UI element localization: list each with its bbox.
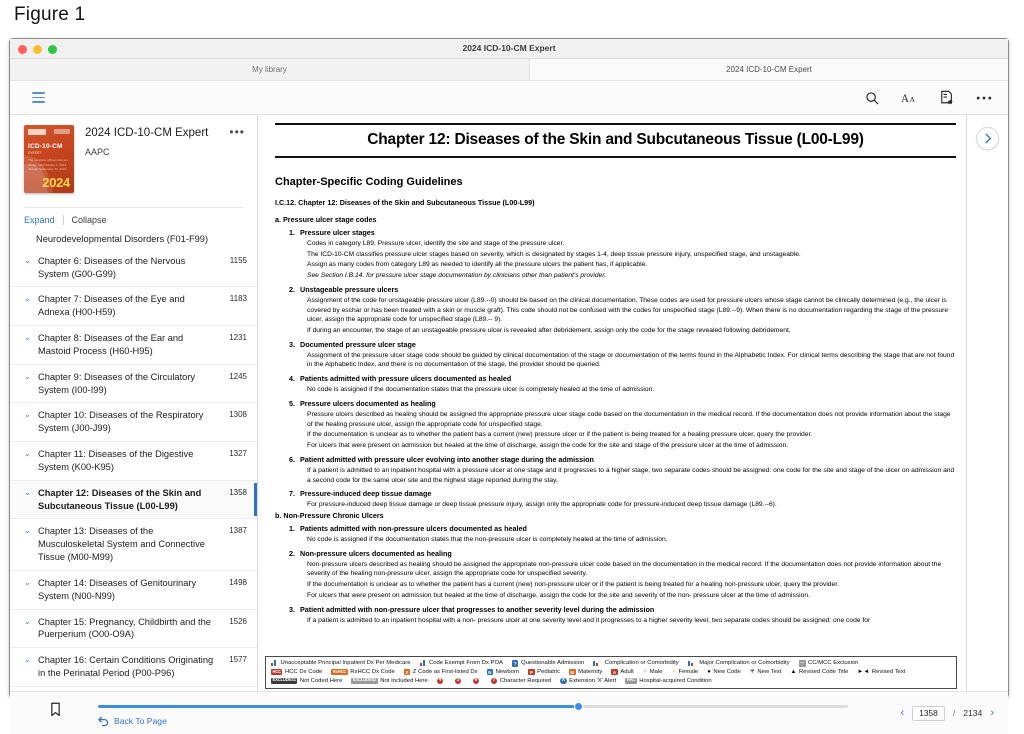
guideline-number: 2. xyxy=(289,284,295,294)
character-required-4-icon: 4 xyxy=(438,677,442,684)
main-content xyxy=(10,115,1008,691)
chevron-down-icon[interactable]: ⌄ xyxy=(24,333,31,343)
document-page xyxy=(275,123,956,626)
guideline-paragraph: No code is assigned if the documentation states that the pressure ulcer is completely healed at the time of admission. xyxy=(307,386,655,394)
toc-item-label: Chapter 10: Diseases of the Respiratory System (J00-J99) xyxy=(38,410,204,434)
legend-entry-label: New Text xyxy=(757,668,782,675)
guideline-section-heading: b. Non-Pressure Chronic Ulcers xyxy=(275,510,384,520)
excludes2-icon: EXCLUDES2 xyxy=(352,677,377,683)
character-required-5-icon: 5 xyxy=(456,677,460,684)
tab-icd-expert[interactable]: 2024 ICD-10-CM Expert xyxy=(530,59,1008,80)
guideline-paragraph: If the documentation is unclear as to whether the patient has a current (new) non-pressure ulcer or if the patient is being treated for a healing non-pressure ulcer, query the provider. xyxy=(307,581,839,589)
legend-entry xyxy=(271,660,411,666)
legend-entry xyxy=(593,660,679,666)
guideline-paragraph: Assign as many codes from category L89 as needed to identify all the pressure ulcers the patient has, if applicable. xyxy=(307,261,648,269)
toc-item-page: 1358 xyxy=(229,487,247,497)
adult-icon: A xyxy=(612,669,617,675)
section-reference: I.C.12. Chapter 12: Diseases of the Skin and Subcutaneous Tissue (L00-L99) xyxy=(275,198,535,207)
guideline-number: 1. xyxy=(289,523,295,533)
book-author: AAPC xyxy=(85,147,110,158)
back-to-page-label: Back To Page xyxy=(114,716,167,726)
toc-item-label: Chapter 15: Pregnancy, Childbirth and the Puerperium (O00-O9A) xyxy=(38,616,211,640)
toc-item-page: 1231 xyxy=(229,333,247,343)
search-icon[interactable] xyxy=(865,91,879,105)
legend-entry xyxy=(672,669,699,675)
guideline-item-heading: 7. Pressure-induced deep tissue damage xyxy=(289,489,432,499)
legend-entry xyxy=(331,669,394,676)
toc-item[interactable] xyxy=(10,481,257,520)
toc-item[interactable] xyxy=(10,287,257,326)
chevron-down-icon[interactable]: ⌄ xyxy=(24,371,31,381)
guideline-number: 4. xyxy=(289,374,295,384)
legend-entry xyxy=(455,678,464,685)
maternity-icon: M xyxy=(570,669,575,675)
total-pages-label: 2134 xyxy=(963,708,983,718)
legend-entry-label: Adult xyxy=(620,668,634,675)
current-page-input[interactable]: 1358 xyxy=(912,706,945,721)
guideline-number: 6. xyxy=(289,454,295,464)
legend-entry xyxy=(569,669,602,676)
more-options-icon[interactable] xyxy=(976,95,992,101)
tab-my-library[interactable]: My library xyxy=(10,59,530,80)
legend-entry-label: Questionable Admission xyxy=(520,660,585,667)
toc-item-label: Chapter 12: Diseases of the Skin and Subcutaneous Tissue (L00-L99) xyxy=(38,487,202,511)
toc-item-label: Chapter 9: Diseases of the Circulatory System (I00-I99) xyxy=(38,371,196,395)
legend-entry-label: Newborn xyxy=(495,668,520,675)
guideline-item-heading: 1. Pressure ulcer stages xyxy=(289,228,375,237)
expand-all-button[interactable]: Expand xyxy=(24,215,55,225)
tab-strip xyxy=(10,59,1008,81)
legend-entry xyxy=(707,669,741,675)
male-icon: ♂ xyxy=(642,669,648,676)
legend-entry xyxy=(420,660,503,666)
guideline-item-heading: 4. Patients admitted with pressure ulcers documented as healed xyxy=(289,374,512,384)
chevron-down-icon[interactable]: ⌄ xyxy=(24,410,31,420)
book-header xyxy=(10,115,257,199)
toc-item[interactable] xyxy=(10,231,257,249)
control-separator xyxy=(63,215,64,225)
toc-item[interactable] xyxy=(10,326,257,365)
guideline-number: 7. xyxy=(289,489,295,499)
legend-entry-label: Male xyxy=(649,668,663,675)
legend-entry xyxy=(528,669,560,676)
figure-caption: Figure 1 xyxy=(14,4,86,25)
next-page-panel-button[interactable] xyxy=(976,127,999,150)
toc-controls xyxy=(10,208,257,231)
guideline-note: See Section I.B.14. for pressure ulcer stage documentation by clinicians other than patient's provider. xyxy=(307,272,607,280)
legend-entry xyxy=(271,669,322,676)
guideline-paragraph: Codes in category L89, Pressure ulcer, identify the site and stage of the pressure ulcer. xyxy=(307,240,565,247)
sidebar xyxy=(10,115,258,691)
toolbar-actions xyxy=(865,81,992,114)
legend-entry xyxy=(271,678,342,685)
guideline-number: 3. xyxy=(289,604,295,614)
guideline-paragraph: Non-pressure ulcers described as healing should be assigned the appropriate non-pressure ulcer code based on the documentation in the medical record. If the documentation does not provide information about the severity of the healing non-pressure ulcer, assign the appropriate code for unspecified severity. xyxy=(307,560,942,578)
legend-entry xyxy=(512,660,584,667)
toc-item[interactable] xyxy=(10,610,257,649)
rxhcc-icon: RxHCC xyxy=(332,668,347,674)
application-window xyxy=(9,38,1009,726)
title-bar xyxy=(10,39,1008,59)
legend-entry-label: Hospital-acquired Condition xyxy=(639,677,712,684)
toc-item[interactable] xyxy=(10,249,257,288)
guideline-paragraph: For ulcers that were present on admission but healed at the time of discharge, assign the code for the site and severity of the non- pressure ulcer at the time of admission. xyxy=(307,591,810,599)
legend-entry xyxy=(473,678,482,685)
revised-code-title-icon: ▲ xyxy=(790,669,797,676)
hamburger-menu-icon[interactable] xyxy=(32,92,45,103)
chapter-title: Chapter 12: Diseases of the Skin and Subcutaneous Tissue (L00-L99) xyxy=(367,131,864,148)
legend-entry-label: Revised Code Title xyxy=(798,668,849,675)
table-of-contents xyxy=(10,231,257,705)
toc-item[interactable] xyxy=(10,365,257,404)
symbol-legend-panel xyxy=(265,656,957,689)
guideline-item-heading: 6. Patient admitted with pressure ulcer evolving into another stage during the admission xyxy=(289,454,594,464)
guideline-section-heading: a. Pressure ulcer stage codes xyxy=(275,215,377,224)
legend-entry xyxy=(560,678,616,685)
window-title: 2024 ICD-10-CM Expert xyxy=(462,43,556,53)
question-mark-icon: ? xyxy=(513,660,517,666)
guideline-item-heading: 1. Patients admitted with non-pressure ulcers documented as healed xyxy=(289,523,527,533)
character-required-6-icon: 6 xyxy=(474,677,478,684)
guideline-paragraph: Assignment of the code for unstageable pressure ulcer (L89.--0) should be based on the clinical documentation. These codes are used for pressure ulcers whose stage cannot be clinically determined (e.g., the ulcer is covered by eschar or has been treated with a skin or muscle graft). This code should not be confused with the codes for unspecified stage (L89.--9). When there is no documentation regarding the stage of the pressure ulcer, assign the appropriate code for unspecified stage (L89.-- 9). xyxy=(307,296,949,324)
toc-item-page: 1526 xyxy=(229,616,247,626)
guideline-paragraph: No code is assigned if the documentation states that the non-pressure ulcer is completely healed at the time of admission. xyxy=(307,535,668,543)
section-title: Chapter-Specific Coding Guidelines xyxy=(275,176,463,188)
legend-entry-label: Pediatric xyxy=(537,668,561,675)
toc-item-page: 1577 xyxy=(229,655,247,665)
pediatric-icon: P xyxy=(529,669,533,675)
bar-chart-icon xyxy=(271,660,278,666)
guideline-number: 1. xyxy=(289,228,295,237)
chevron-down-icon[interactable]: ⌄ xyxy=(24,294,31,304)
chevron-down-icon[interactable]: ⌄ xyxy=(24,526,31,536)
reading-progress-slider[interactable] xyxy=(98,705,848,708)
right-rail xyxy=(966,115,1008,691)
legend-row xyxy=(271,660,952,667)
guideline-number: 2. xyxy=(289,548,295,558)
legend-entry-label: Not Coded Here xyxy=(299,677,343,684)
extension-x-alert-icon: X xyxy=(561,677,566,684)
guideline-paragraph: If a patient is admitted to an inpatient hospital with a non- pressure ulcer at one severity level and it progresses to a higher severity level, two separate codes should be assigned: one code for xyxy=(307,616,871,624)
guideline-item-heading: 2. Unstageable pressure ulcers xyxy=(289,284,399,294)
legend-entry-label: Extension 'X' Alert xyxy=(569,677,617,684)
chevron-down-icon[interactable]: ⌄ xyxy=(24,577,31,587)
legend-entry xyxy=(688,660,790,666)
female-icon: ♀ xyxy=(671,669,677,676)
toc-item-page: 1245 xyxy=(229,371,247,381)
document-body xyxy=(275,215,956,625)
guideline-paragraph: Pressure ulcers described as healing should be assigned the appropriate pressure ulcer stage code based on the documentation in the medical record. If the documentation does not provide information about the stage of the healing pressure ulcer, assign the appropriate code for unspecified stage. xyxy=(307,410,951,428)
hospital-acquired-condition-icon: HAC xyxy=(626,677,636,683)
book-cover-thumbnail[interactable] xyxy=(24,125,74,193)
excludes1-icon: EXCLUDES1 xyxy=(272,677,296,683)
progress-track xyxy=(98,705,848,708)
chevron-down-icon[interactable]: ⌄ xyxy=(24,655,31,665)
cover-year: 2024 xyxy=(42,175,70,190)
collapse-all-button[interactable]: Collapse xyxy=(71,215,107,225)
toc-item[interactable] xyxy=(10,519,257,570)
toc-item[interactable] xyxy=(10,571,257,610)
legend-entry-label: Complication or Comorbidity xyxy=(604,660,679,667)
cc-icon xyxy=(593,660,602,666)
legend-entry xyxy=(625,678,711,685)
svg-text:A: A xyxy=(909,94,916,104)
legend-entry-label: Major Complication or Comorbidity xyxy=(699,660,790,667)
legend-entry xyxy=(799,660,859,667)
legend-entry xyxy=(750,669,782,675)
toc-item-page: 1155 xyxy=(229,255,247,265)
legend-entry xyxy=(611,669,633,676)
toc-item[interactable] xyxy=(10,403,257,442)
chevron-down-icon[interactable]: ⌄ xyxy=(24,616,31,626)
toc-item[interactable] xyxy=(10,442,257,481)
bookmark-icon[interactable] xyxy=(50,702,61,722)
legend-entry xyxy=(351,678,427,685)
legend-entry-label: Code Exempt From Dx POA xyxy=(429,660,503,667)
guideline-paragraph: For ulcers that were present on admission but healed at the time of discharge, assign the code for the site and stage of the pressure ulcer at the time of admission. xyxy=(307,442,789,450)
toc-item-label: Chapter 6: Diseases of the Nervous System (G00-G99) xyxy=(38,255,186,279)
guideline-item-heading: 3. Documented pressure ulcer stage xyxy=(289,339,416,349)
toc-item-label: Chapter 13: Diseases of the Musculoskeletal System and Connective Tissue (M00-M99) xyxy=(38,526,205,563)
new-text-icon: ✳ xyxy=(749,669,755,676)
legend-entry-label: Maternity xyxy=(578,668,603,675)
chevron-down-icon[interactable]: ⌄ xyxy=(24,255,31,265)
progress-handle[interactable] xyxy=(574,702,583,711)
cover-description: The complete official code set Codes valid October 1, 2023 through September 30, 2024 xyxy=(28,158,68,171)
book-meta xyxy=(74,125,245,193)
guideline-paragraph: Assignment of the pressure ulcer stage code should be guided by clinical documentation of the stage or documentation of the terms found in the Alphabetic Index. For clinical terms describing the stage that are not found in the Alphabetic Index, and there is no documentation of the stage, the provider should be queried. xyxy=(307,351,955,369)
toc-item-label: Neurodevelopmental Disorders (F01-F99) xyxy=(36,234,209,244)
legend-entry-label: HCC Dx Code xyxy=(284,668,323,675)
chevron-left-icon[interactable]: ‹ xyxy=(900,707,905,719)
legend-entry-label: Not Included Here xyxy=(380,677,428,684)
guideline-number: 5. xyxy=(289,398,295,408)
legend-entry xyxy=(491,678,551,685)
guideline-item-heading: 2. Non-pressure ulcers documented as healing xyxy=(289,548,452,558)
z-code-icon: Z xyxy=(405,669,409,675)
bottom-bar xyxy=(10,691,1008,734)
legend-entry-label: CC/MCC Exclusion xyxy=(808,660,859,667)
revised-text-icon: ►◄ xyxy=(857,669,870,676)
legend-entry-label: RxHCC Dx Code xyxy=(350,668,395,675)
legend-entry xyxy=(487,669,520,676)
toc-item-label: Chapter 7: Diseases of the Eye and Adnexa (H00-H59) xyxy=(38,294,185,318)
bookmark-page-icon[interactable] xyxy=(940,90,954,105)
page-separator: / xyxy=(952,708,956,718)
back-to-page-button[interactable] xyxy=(98,716,167,726)
toc-item-label: Chapter 11: Diseases of the Digestive System (K00-K95) xyxy=(38,449,194,472)
guideline-paragraph: The ICD-10-CM classifies pressure ulcer stages based on severity, which is designated by stages 1-4, deep tissue pressure injury, unspecified stage, and unstageable. xyxy=(307,250,801,258)
legend-entry xyxy=(791,669,849,675)
new-code-icon: ● xyxy=(707,669,711,676)
toc-item-page: 1498 xyxy=(229,577,247,587)
toc-item-label: Chapter 8: Diseases of the Ear and Mastoid Process (H60-H95) xyxy=(38,333,184,356)
cover-subtitle: EXPERT xyxy=(28,151,42,155)
document-viewer[interactable] xyxy=(258,115,966,691)
toc-item-page: 1308 xyxy=(229,410,247,420)
mcc-icon xyxy=(688,660,697,666)
guideline-paragraph: If the documentation is unclear as to whether the patient has a current (new) pressure ulcer or if the patient is being treated for a healing pressure ulcer, query the provider. xyxy=(307,431,813,439)
chevron-right-icon[interactable]: › xyxy=(990,707,994,719)
legend-entry-label: Female xyxy=(678,668,699,675)
guideline-paragraph: If during an encounter, the stage of an unstageable pressure ulcer is revealed after debridement, assign only the code for the stage revealed following debridement. xyxy=(307,327,791,335)
legend-entry-label: Character Required xyxy=(499,677,552,684)
book-title: 2024 ICD-10-CM Expert xyxy=(85,127,209,139)
legend-entry-label: Revised Text xyxy=(871,668,906,675)
ccmcc-exclusion-icon: — xyxy=(800,660,805,666)
legend-entry-label: New Code xyxy=(713,668,741,675)
toc-item[interactable] xyxy=(10,648,257,687)
toc-item-page: 1327 xyxy=(229,449,247,459)
chevron-down-icon[interactable]: ⌄ xyxy=(24,449,31,459)
legend-row xyxy=(271,669,952,676)
svg-text:A: A xyxy=(901,92,909,105)
toc-item-label: Chapter 14: Diseases of Genitourinary System (N00-N99) xyxy=(38,577,197,601)
legend-entry xyxy=(437,678,446,685)
guideline-paragraph: If a patient is admitted to an inpatient hospital with a pressure ulcer at one stage and it progresses to a higher stage, two separate codes should be assigned: one code for the site and stage of the ulcer on admission and a second code for the same ulcer site and the highest stage reported during the stay. xyxy=(307,466,955,484)
chapter-heading xyxy=(275,123,956,158)
publisher-logo xyxy=(28,129,46,135)
bar-chart-poa-icon xyxy=(420,660,427,666)
legend-row xyxy=(271,678,952,685)
toolbar xyxy=(10,81,1008,115)
character-required-7-icon: 7 xyxy=(492,677,496,684)
page-navigation xyxy=(901,692,995,734)
legend-entry xyxy=(404,669,478,676)
toc-item-page: 1183 xyxy=(229,294,247,304)
guideline-paragraph: For pressure-induced deep tissue damage or deep tissue pressure injury, assign only the appropriate code for pressure-induced deep tissue damage (L89.--6). xyxy=(307,501,777,509)
legend-entry xyxy=(643,669,663,675)
newborn-icon: N xyxy=(488,669,492,675)
guideline-number: 3. xyxy=(289,339,295,349)
toc-item-page: 1387 xyxy=(229,526,247,536)
legend-entry xyxy=(857,669,905,675)
toc-item-label: Chapter 16: Certain Conditions Originating in the Perinatal Period (P00-P96) xyxy=(38,655,214,679)
cover-badge xyxy=(54,129,70,134)
guideline-item-heading: 5. Pressure ulcers documented as healing xyxy=(289,398,436,408)
undo-arrow-icon xyxy=(98,716,109,726)
cover-title: ICD-10-CM xyxy=(28,143,63,150)
chevron-down-icon[interactable]: ⌄ xyxy=(24,487,31,497)
text-size-icon[interactable] xyxy=(901,91,918,105)
guideline-item-heading: 3. Patient admitted with non-pressure ulcer that progresses to another severity level during the admission xyxy=(289,604,655,614)
progress-fill xyxy=(98,705,578,708)
hcc-icon: HCC xyxy=(272,668,281,674)
legend-entry-label: Z Code as First-listed Dx xyxy=(412,668,478,675)
book-options-icon[interactable]: ••• xyxy=(229,125,245,139)
legend-entry-label: Unacceptable Principal Inpatient Dx Per Medicare xyxy=(280,660,411,667)
